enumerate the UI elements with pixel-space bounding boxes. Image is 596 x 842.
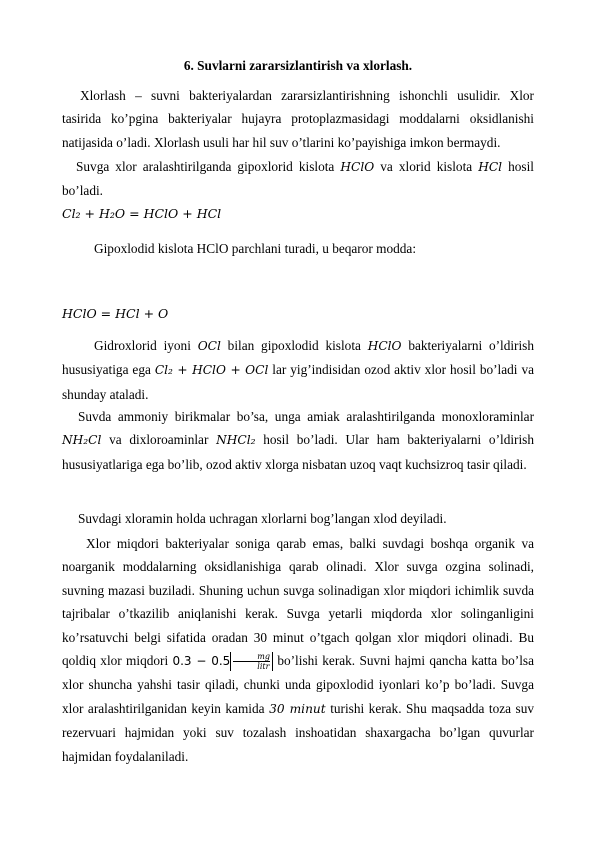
text-span: bo’lishi kerak. Suvni hajmi qancha katta bo’lsa xlor shuncha yahshi tasir qiladi, chunki unda gipoxlodid iyonlari ko’p bo’ladi. Suvga xlor aralashtirilganidan keyin kamida (62, 653, 534, 716)
text-span: lar yig’indisidan ozod aktiv xlor hosil bo’ladi va shunday ataladi. (62, 362, 534, 402)
text-span: hosil bo’ladi. Ular ham bakteriyalarni o’ldirish hususiyatlariga ega bo’lib, ozod aktiv xlorga nisbatan uzoq vaqt kuchsizroq tasir qiladi. (62, 432, 534, 472)
unit-denominator: litr (257, 662, 270, 672)
formula-ocl: OCl (197, 339, 221, 353)
paragraph-intro (62, 84, 534, 154)
text-span: va xlorid kislota (374, 159, 479, 174)
text-span: Gipoxlodid kislota HClO parchlani turadi, u beqaror modda: (94, 241, 417, 256)
text-span: Suvdagi xloramin holda uchragan xlorlarni bog’langan xlod deyiladi. (78, 511, 447, 526)
formula-sum: Cl₂ + HClO + OCl (154, 363, 269, 378)
unit-fraction (230, 652, 273, 671)
text-span: Suvga xlor aralashtirilganda gipoxlorid kislota (76, 159, 341, 174)
text-span: Gidroxlorid iyoni (94, 338, 198, 353)
paragraph-bound-chlorine (62, 507, 534, 530)
residual-range: 0.3 − 0.5 (172, 654, 231, 669)
unit-numerator: mg (233, 652, 270, 662)
text-span: Suvda ammoniy birikmalar bo’sa, unga amiak aralashtirilganda monoxloraminlar (78, 409, 534, 424)
equation-chlorine-water: Cl₂ + H₂O = HClO + HCl (62, 206, 222, 221)
text-span: bakteriyalarni o’ldirish hususiyatiga ega (62, 338, 534, 378)
formula-nh2cl: NH₂Cl (62, 433, 102, 448)
text-span: bilan gipoxlodid kislota (220, 338, 368, 353)
formula-hclo: HClO (340, 160, 375, 174)
text-span: va dixloroaminlar (101, 432, 217, 448)
paragraph-dosage (62, 532, 534, 768)
paragraph-hypochlorous (62, 237, 534, 260)
contact-time: 30 minut (269, 701, 326, 716)
formula-nhcl2: NHCl₂ (216, 433, 256, 448)
section-title: 6. Suvlarni zararsizlantirish va xlorlash. (183, 58, 413, 73)
equation-decomposition: HClO = HCl + O (62, 306, 169, 321)
paragraph-chloramines (62, 405, 534, 476)
formula-hcl: HCl (478, 160, 503, 174)
formula-hclo: HClO (367, 339, 402, 353)
paragraph-active-chlorine (62, 334, 534, 406)
text-span: hosil bo’ladi. (62, 159, 534, 199)
text-span: turishi kerak. Shu maqsadda toza suv rezervuari hajmidan yoki suv tozalash inshoatidan shaxargacha bo’lgan quvurlar hajmidan foydalaniladi. (62, 700, 535, 764)
paragraph-reaction (62, 155, 534, 203)
text-span: Xlor miqdori bakteriyalar soniga qarab emas, balki suvdagi boshqa organik va noarganik moddalarning oksidlanishiga qarab olinadi. Xlor suvga ozgina solinadi, suvning mazasi buziladi. Shuning uchun suvga solinadigan xlor miqdori ichimlik suvda tajribalar o’tkazilib aniqlanishi kerak. Suvga yetarli miqdorda xlor solinganligini ko’rsatuvchi belgi sifatida oradan 30 minut o’tgach qolgan xlor miqdori olinadi. Bu qoldiq xlor miqdori (62, 536, 534, 669)
paragraph-intro-text: Xlorlash – suvni bakteriyalardan zararsizlantirishning ishonchli usulidir. Xlor tasirida ko’pgina bakteriyalar hujayra protoplazmasidagi moddalarni oksidlanishi natijasida o’ladi. Xlorlash usuli har hil suv o’tlarini ko’payishiga imkon bermaydi. (62, 88, 534, 150)
